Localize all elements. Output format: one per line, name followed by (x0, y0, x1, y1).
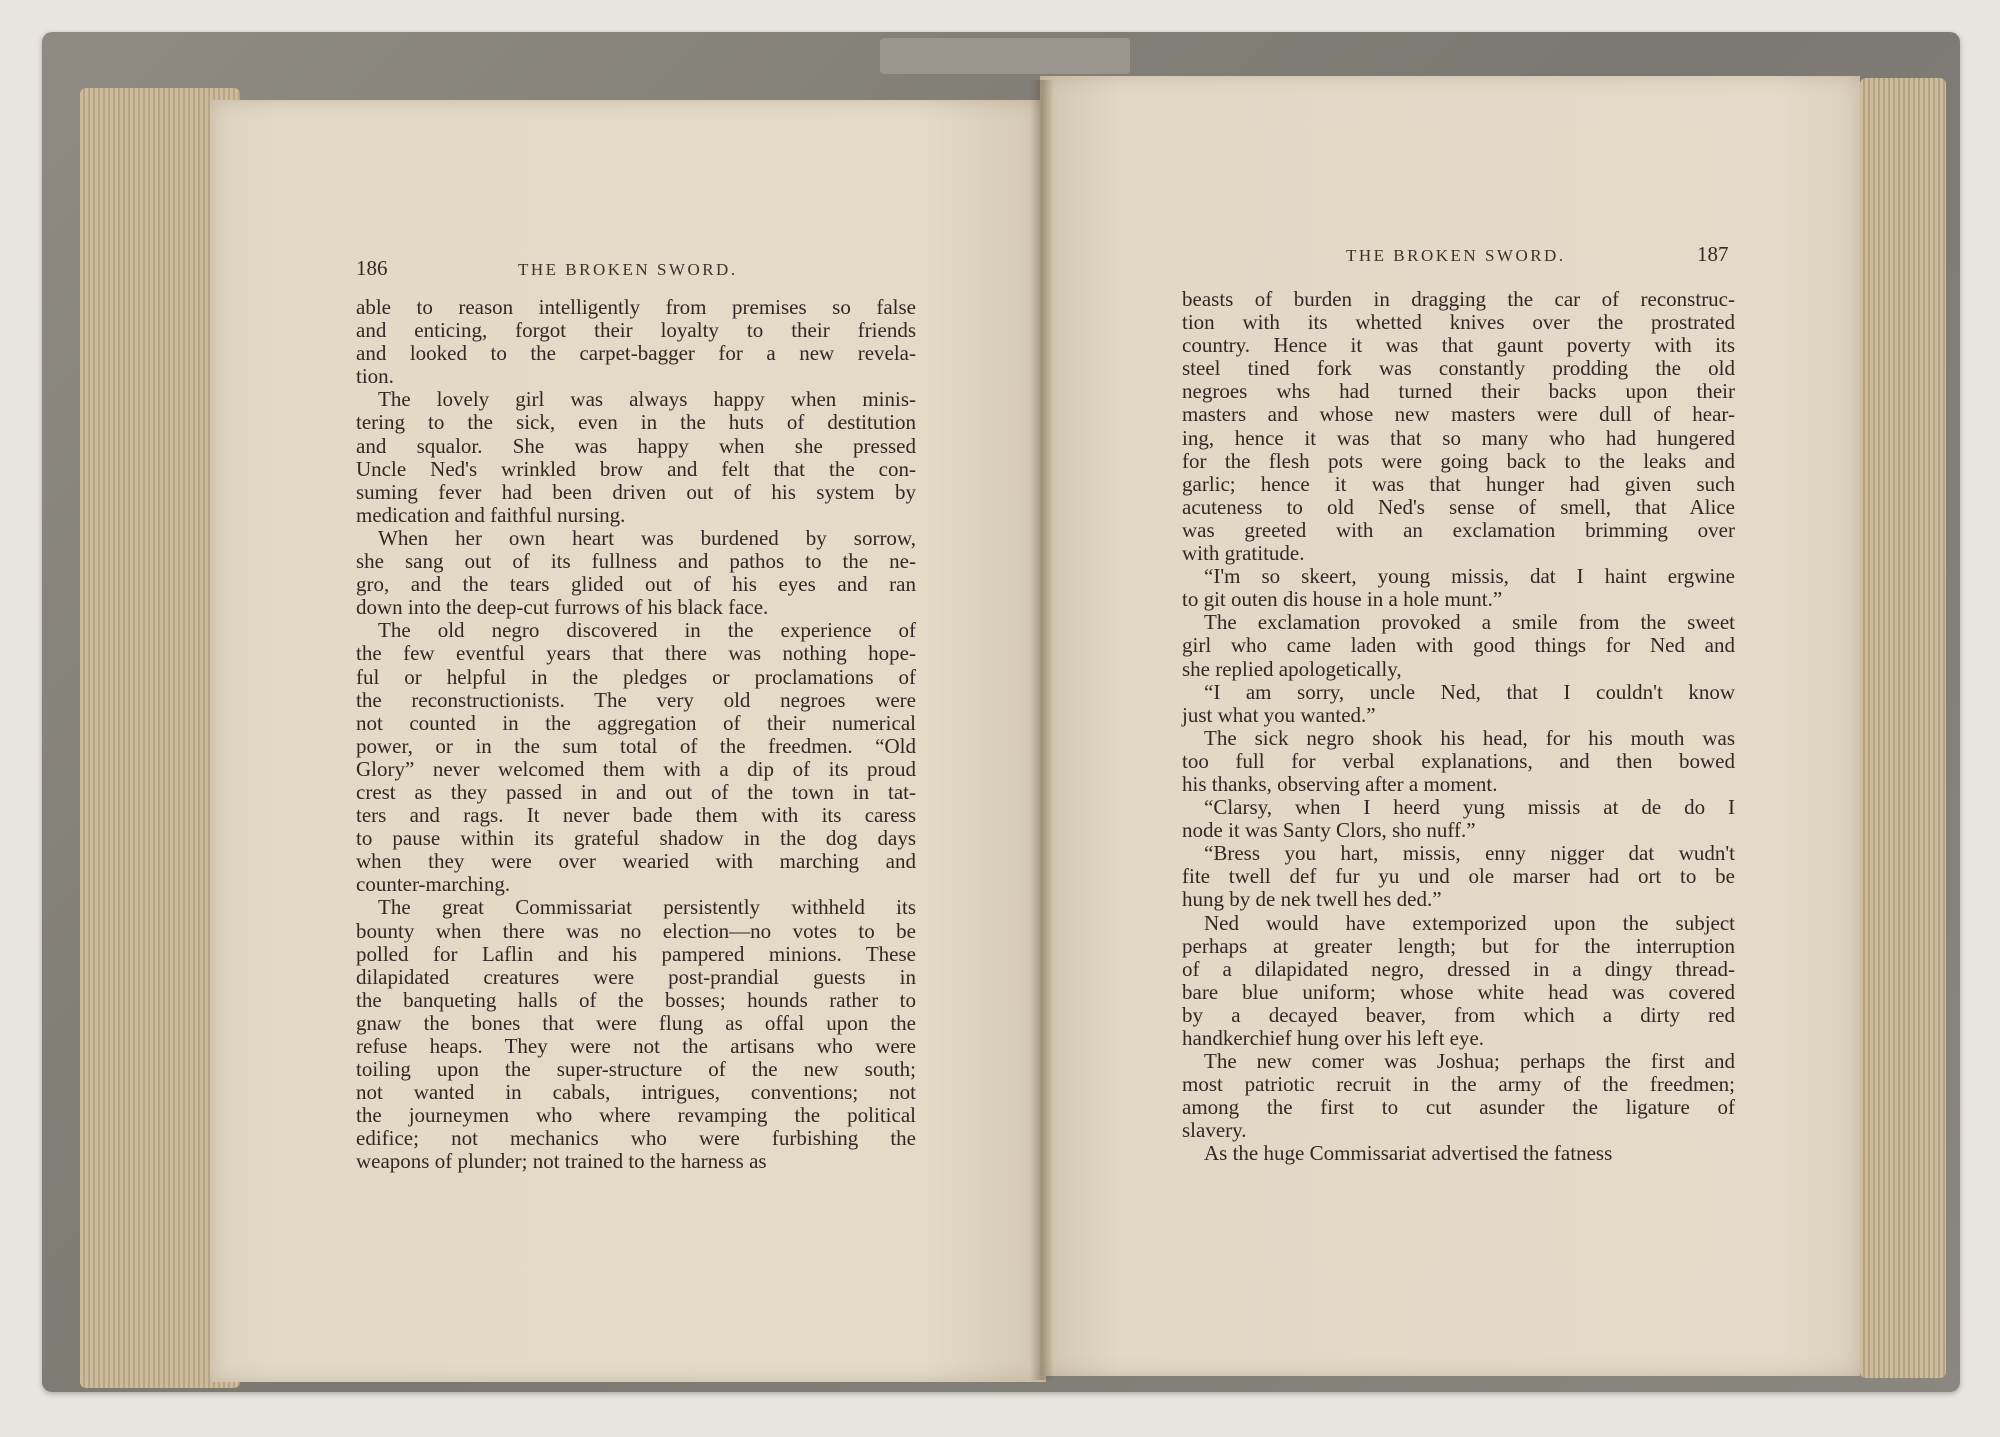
right-page-body (1182, 288, 1735, 1166)
left-running-head: THE BROKEN SWORD. (518, 260, 738, 279)
text-line: “I'm so skeert, young missis, dat I haint ergwine (1204, 564, 1735, 589)
text-line: able to reason intelligently from premises so false (356, 295, 916, 319)
text-line: the journeymen who where revamping the political (356, 1103, 916, 1128)
text-line: not counted in the aggregation of their numerical (356, 710, 916, 735)
book-gutter (1030, 80, 1054, 1380)
text-line: power, or in the sum total of the freedmen. “Old (356, 733, 916, 758)
text-line: crest as they passed in and out of the town in tat- (356, 779, 916, 804)
right-page (1040, 76, 1860, 1376)
text-line: she sang out of its fullness and pathos to the ne- (356, 549, 916, 574)
text-line: country. Hence it was that gaunt poverty with its (1182, 333, 1735, 358)
text-line: tion with its whetted knives over the prostrated (1182, 310, 1735, 335)
text-line: counter-marching. (356, 872, 511, 897)
text-line: and squalor. She was happy when she pressed (356, 433, 916, 458)
text-line: weapons of plunder; not trained to the harness as (356, 1149, 767, 1174)
text-line: handkerchief hung over his left eye. (1182, 1026, 1485, 1050)
text-line: when they were over wearied with marching and (356, 849, 916, 874)
text-line: tering to the sick, even in the huts of destitution (356, 410, 916, 435)
text-line: ters and rags. It never bade them with its caress (356, 803, 916, 828)
text-line: The old negro discovered in the experience of (378, 618, 916, 643)
text-line: the banqueting halls of the bosses; hounds rather to (356, 987, 916, 1012)
text-line: ing, hence it was that so many who had hungered (1182, 425, 1735, 450)
text-line: to git outen dis house in a hole munt.” (1182, 587, 1503, 612)
text-line: girl who came laden with good things for Ned and (1182, 633, 1735, 658)
text-line: The exclamation provoked a smile from the sweet (1204, 610, 1735, 635)
text-line: toiling upon the super-structure of the new south; (356, 1057, 916, 1082)
text-line: acuteness to old Ned's sense of smell, that Alice (1182, 494, 1735, 519)
text-line: dilapidated creatures were post-prandial guests in (356, 964, 916, 989)
text-line: fite twell def fur yu und ole marser had ort to be (1182, 864, 1735, 889)
text-line: ful or helpful in the pledges or proclamations of (356, 664, 916, 689)
text-line: the few eventful years that there was nothing hope- (356, 641, 916, 666)
text-line: “Clarsy, when I heerd yung missis at de do I (1204, 795, 1735, 820)
text-line: was greeted with an exclamation brimming over (1182, 517, 1735, 542)
text-line: polled for Laflin and his pampered minions. These (356, 941, 916, 966)
text-line: garlic; hence it was that hunger had given such (1182, 471, 1735, 496)
text-line: with gratitude. (1182, 541, 1305, 566)
text-line: The lovely girl was always happy when minis- (378, 387, 916, 412)
text-line: node it was Santy Clors, sho nuff.” (1182, 818, 1476, 843)
text-line: The new comer was Joshua; perhaps the first and (1204, 1049, 1735, 1074)
text-line: down into the deep-cut furrows of his black face. (356, 595, 769, 620)
text-line: “I am sorry, uncle Ned, that I couldn't know (1204, 679, 1735, 704)
text-line: The sick negro shook his head, for his mouth was (1204, 725, 1735, 750)
text-line: refuse heaps. They were not the artisans who were (356, 1034, 916, 1058)
text-line: for the flesh pots were going back to the leaks and (1182, 448, 1735, 473)
text-line: of a dilapidated negro, dressed in a dingy thread- (1182, 956, 1735, 981)
book-spine (880, 38, 1130, 74)
text-line: medication and faithful nursing. (356, 502, 626, 527)
text-line: steel tined fork was constantly prodding the old (1182, 356, 1735, 381)
text-line: “Bress you hart, missis, enny nigger dat wudn't (1204, 841, 1735, 866)
text-line: to pause within its grateful shadow in the dog days (356, 826, 916, 851)
text-line: Uncle Ned's wrinkled brow and felt that the con- (356, 456, 916, 481)
text-line: not wanted in cabals, intrigues, conventions; not (356, 1080, 916, 1105)
text-line: slavery. (1182, 1118, 1247, 1143)
text-line: just what you wanted.” (1182, 702, 1376, 727)
text-line: As the huge Commissariat advertised the fatness (1204, 1141, 1613, 1166)
text-line: his thanks, observing after a moment. (1182, 771, 1498, 796)
text-line: masters and whose new masters were dull of hear- (1182, 402, 1735, 427)
text-line: When her own heart was burdened by sorrow, (378, 525, 916, 550)
left-page-body (356, 296, 916, 1174)
right-running-head: THE BROKEN SWORD. (1346, 246, 1566, 265)
text-line: suming fever had been driven out of his system by (356, 479, 916, 504)
text-line: among the first to cut asunder the ligature of (1182, 1095, 1735, 1120)
text-line: the reconstructionists. The very old negroes were (356, 687, 916, 712)
text-line: The great Commissariat persistently withheld its (378, 895, 916, 920)
right-page-edges (1860, 78, 1946, 1378)
text-line: gnaw the bones that were flung as offal upon the (356, 1010, 916, 1035)
text-line: and looked to the carpet-bagger for a new revela- (356, 341, 916, 366)
text-line: hung by de nek twell hes ded.” (1182, 887, 1442, 912)
text-line: edifice; not mechanics who were furbishing the (356, 1126, 916, 1151)
right-page-number: 187 (1697, 242, 1729, 266)
text-line: bare blue uniform; whose white head was covered (1182, 979, 1735, 1004)
left-page (210, 100, 1046, 1382)
text-line: gro, and the tears glided out of his eyes and ran (356, 572, 916, 597)
text-line: and enticing, forgot their loyalty to their friends (356, 318, 916, 343)
left-page-number: 186 (356, 256, 388, 280)
text-line: Ned would have extemporized upon the subject (1204, 910, 1735, 935)
text-line: negroes whs had turned their backs upon their (1182, 379, 1735, 404)
text-line: bounty when there was no election—no votes to be (356, 918, 916, 943)
text-line: beasts of burden in dragging the car of reconstruc- (1182, 287, 1735, 311)
text-line: she replied apologetically, (1182, 656, 1402, 681)
text-line: too full for verbal explanations, and then bowed (1182, 748, 1735, 773)
text-line: Glory” never welcomed them with a dip of its proud (356, 756, 916, 781)
text-line: by a decayed beaver, from which a dirty red (1182, 1002, 1735, 1027)
text-line: most patriotic recruit in the army of the freedmen; (1182, 1072, 1735, 1097)
text-line: perhaps at greater length; but for the interruption (1182, 933, 1735, 958)
text-line: tion. (356, 364, 394, 389)
